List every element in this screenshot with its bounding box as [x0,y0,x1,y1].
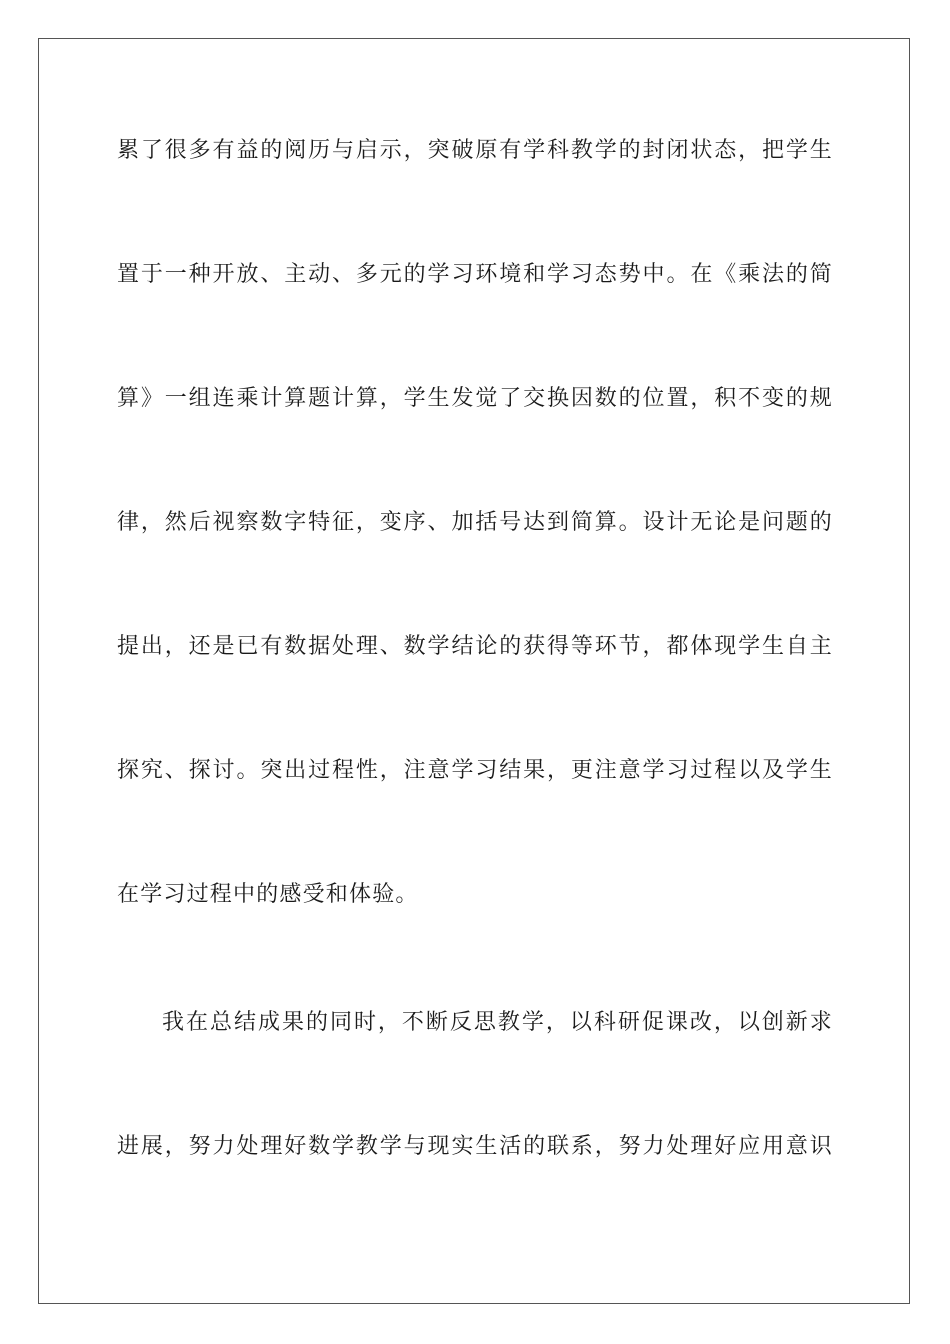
text-line-4: 律，然后视察数字特征，变序、加括号达到简算。设计无论是问题的 [117,510,833,535]
text-line-2: 置于一种开放、主动、多元的学习环境和学习态势中。在《乘法的简 [117,262,833,287]
text-line-8: 我在总结成果的同时，不断反思教学，以科研促课改，以创新求 [162,1010,833,1035]
text-line-6: 探究、探讨。突出过程性，注意学习结果，更注意学习过程以及学生 [117,758,833,783]
page-border [38,38,910,1304]
text-line-1: 累了很多有益的阅历与启示，突破原有学科教学的封闭状态，把学生 [117,138,833,163]
text-line-7: 在学习过程中的感受和体验。 [117,882,419,907]
text-line-3: 算》一组连乘计算题计算，学生发觉了交换因数的位置，积不变的规 [117,386,833,411]
text-line-5: 提出，还是已有数据处理、数学结论的获得等环节，都体现学生自主 [117,634,833,659]
text-line-9: 进展，努力处理好数学教学与现实生活的联系，努力处理好应用意识 [117,1134,833,1159]
